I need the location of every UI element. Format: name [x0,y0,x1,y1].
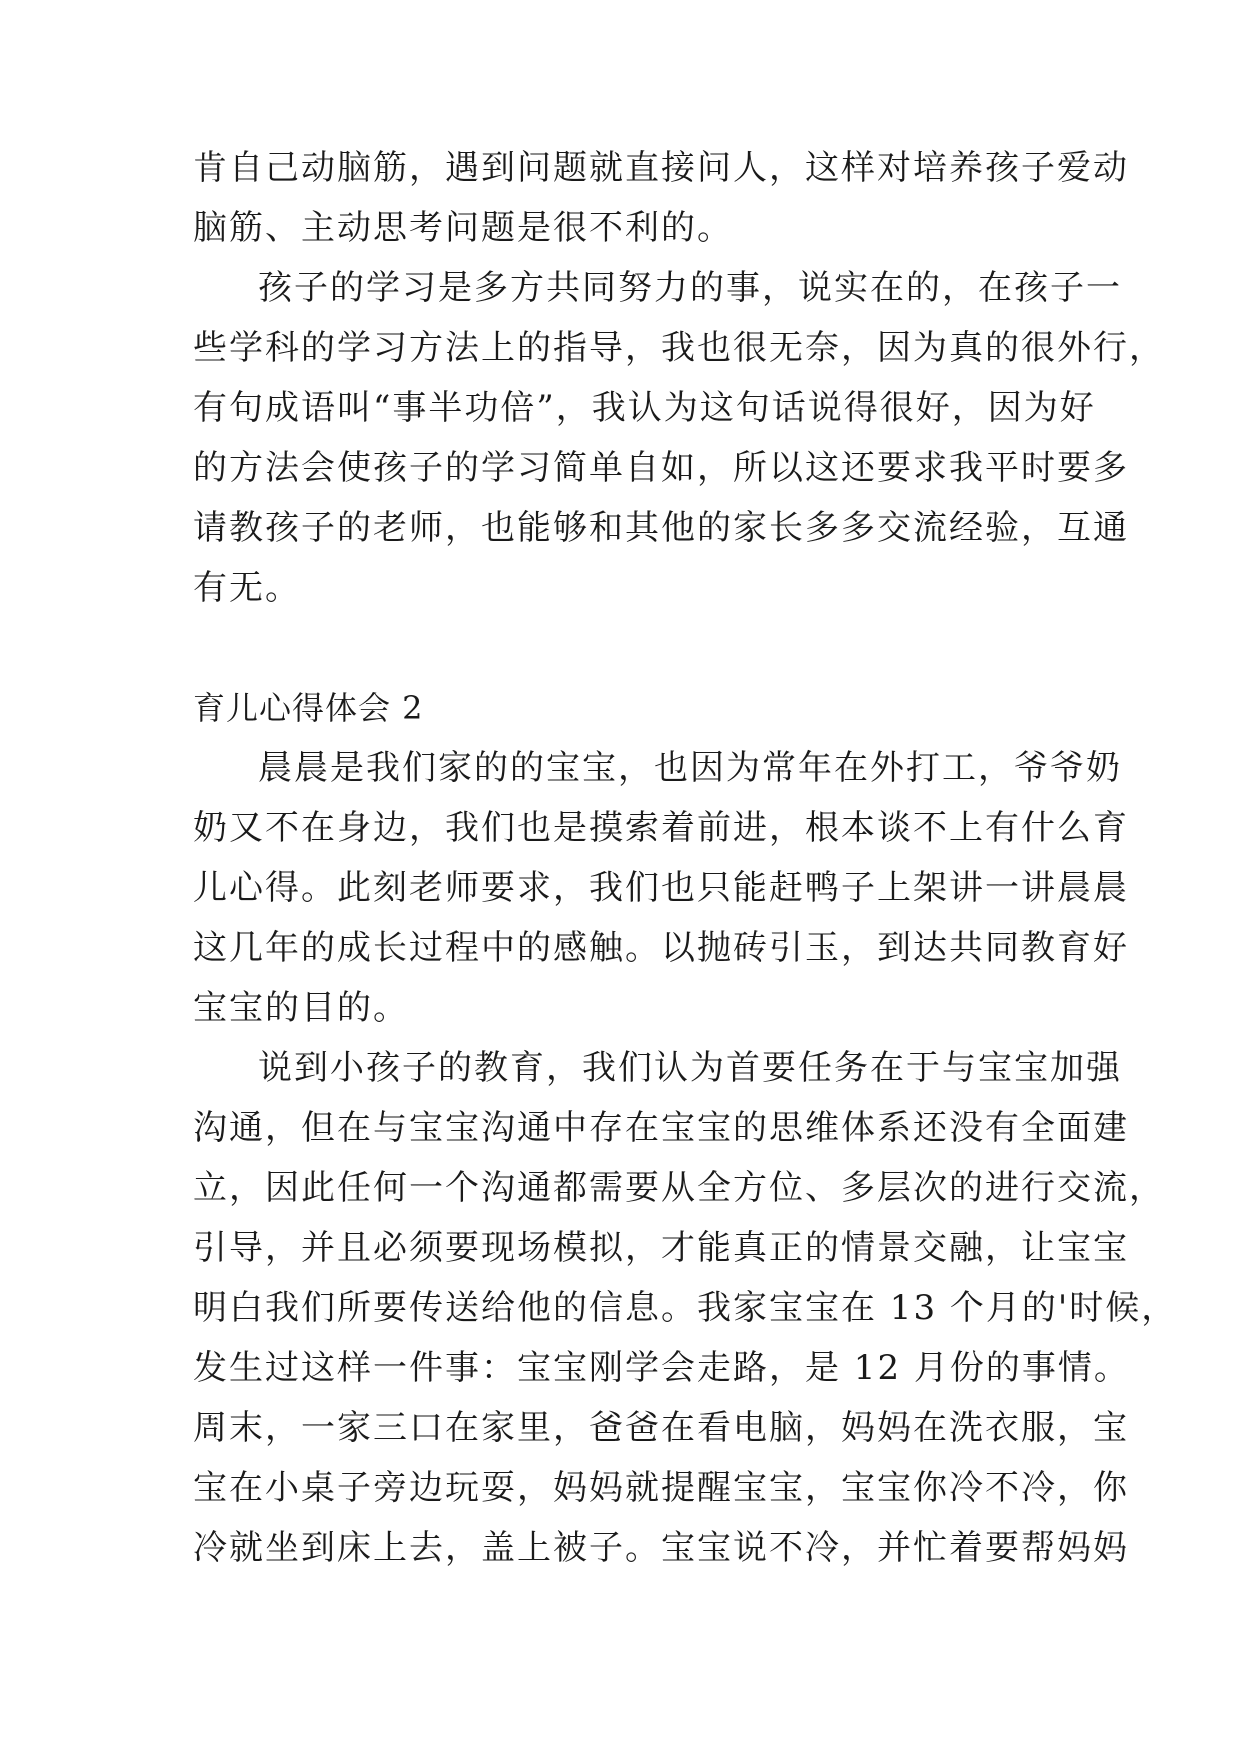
text-line: 的方法会使孩子的学习简单自如，所以这还要求我平时要多 [193,448,1129,488]
text-line: 冷就坐到床上去，盖上被子。宝宝说不冷，并忙着要帮妈妈 [193,1528,1129,1568]
text-line: 这几年的成长过程中的感触。以抛砖引玉，到达共同教育好 [193,928,1129,968]
text-line: 宝宝的目的。 [193,988,409,1028]
text-line: 发生过这样一件事：宝宝刚学会走路，是 12 月份的事情。 [193,1348,1130,1388]
text-line: 周末，一家三口在家里，爸爸在看电脑，妈妈在洗衣服，宝 [193,1408,1129,1448]
text-line: 引导，并且必须要现场模拟，才能真正的情景交融，让宝宝 [193,1228,1129,1268]
text-line: 沟通，但在与宝宝沟通中存在宝宝的思维体系还没有全面建 [193,1108,1129,1148]
paragraph-first-line: 孩子的学习是多方共同努力的事，说实在的，在孩子一 [258,268,1122,308]
text-line: 肯自己动脑筋，遇到问题就直接问人，这样对培养孩子爱动 [193,148,1129,188]
text-line: 奶又不在身边，我们也是摸索着前进，根本谈不上有什么育 [193,808,1129,848]
text-line: 有句成语叫“事半功倍”，我认为这句话说得很好，因为好 [193,388,1096,428]
text-line: 脑筋、主动思考问题是很不利的。 [193,208,733,248]
paragraph-first-line: 晨晨是我们家的的宝宝，也因为常年在外打工，爷爷奶 [258,748,1122,788]
text-line: 立，因此任何一个沟通都需要从全方位、多层次的进行交流， [193,1168,1165,1208]
paragraph-first-line: 说到小孩子的教育，我们认为首要任务在于与宝宝加强 [258,1048,1122,1088]
text-line: 儿心得。此刻老师要求，我们也只能赶鸭子上架讲一讲晨晨 [193,868,1129,908]
section-heading: 育儿心得体会 2 [193,689,424,727]
text-line: 请教孩子的老师，也能够和其他的家长多多交流经验，互通 [193,508,1129,548]
text-line: 宝在小桌子旁边玩耍，妈妈就提醒宝宝，宝宝你冷不冷，你 [193,1468,1129,1508]
text-line: 有无。 [193,568,301,608]
text-line: 明白我们所要传送给他的信息。我家宝宝在 13 个月的'时候， [193,1288,1178,1328]
text-line: 些学科的学习方法上的指导，我也很无奈，因为真的很外行， [193,328,1165,368]
